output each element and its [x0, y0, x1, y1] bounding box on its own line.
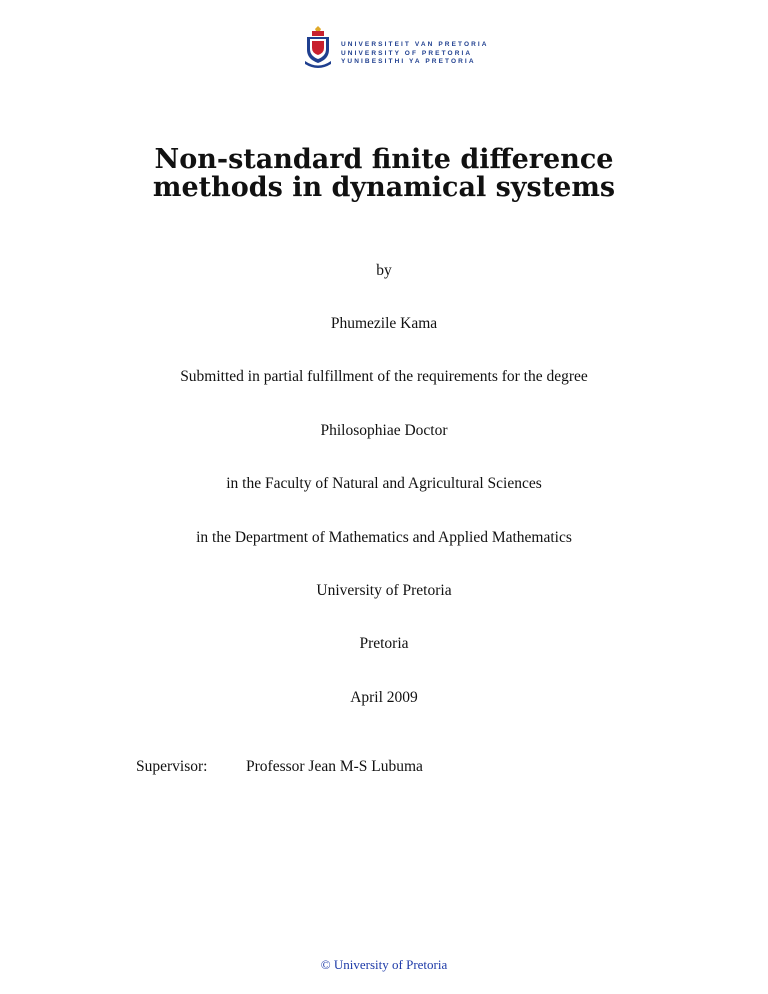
date: April 2009: [350, 689, 418, 706]
title-line-1: Non-standard finite difference: [154, 144, 614, 175]
crest-icon: [305, 26, 331, 68]
degree: Philosophiae Doctor: [320, 422, 448, 439]
faculty: in the Faculty of Natural and Agricultural Sciences: [226, 475, 542, 492]
university-name: University of Pretoria: [316, 582, 452, 599]
city: Pretoria: [359, 635, 409, 652]
author-name: Phumezile Kama: [330, 315, 438, 332]
title-line-2: methods in dynamical systems: [152, 172, 616, 203]
logo-line-afrikaans: UNIVERSITEIT VAN PRETORIA: [341, 41, 489, 48]
supervisor: [136, 758, 423, 776]
supervisor-name: Professor Jean M-S Lubuma: [246, 758, 423, 775]
submission-statement: Submitted in partial fulfillment of the requirements for the degree: [180, 368, 588, 385]
logo-line-english: UNIVERSITY OF PRETORIA: [341, 49, 473, 57]
copyright-footer: © University of Pretoria: [320, 957, 448, 972]
thesis-title: [0, 146, 768, 202]
department: in the Department of Mathematics and Applied Mathematics: [196, 529, 572, 546]
logo-line-sepedi: YUNIBESITHI YA PRETORIA: [341, 58, 476, 65]
byline: by: [376, 262, 392, 279]
university-logo: [305, 26, 489, 70]
supervisor-label: Supervisor:: [136, 758, 208, 775]
